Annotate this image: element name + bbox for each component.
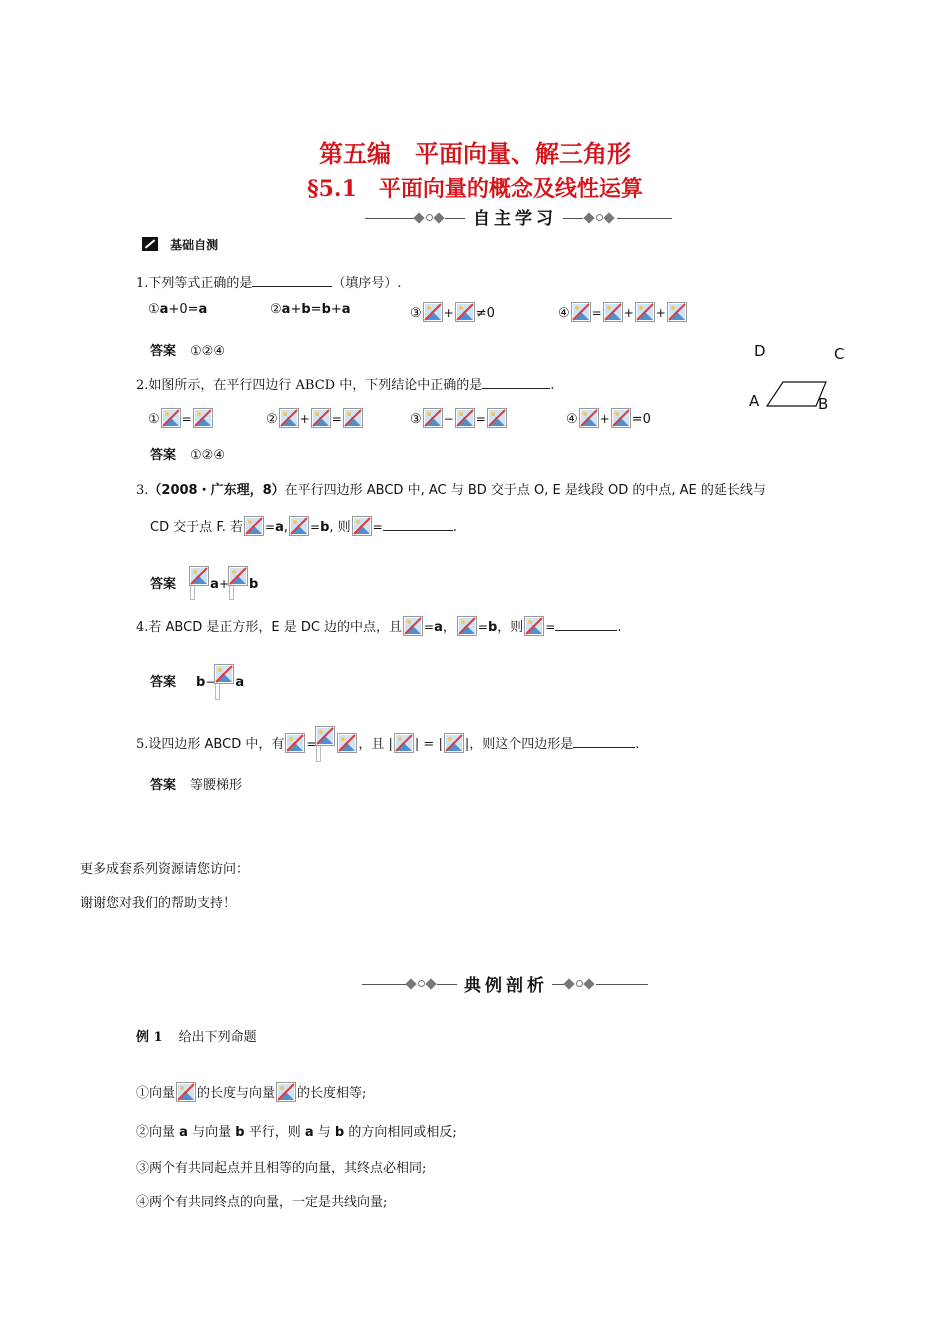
vector-image-icon [214,664,234,684]
q1-option-1: ①a+0=a [148,302,208,317]
answer-1-value: ①②④ [190,344,225,359]
vector-image-icon [285,733,305,753]
chapter-title: 第五编 平面向量、解三角形 [319,139,631,168]
vector-image-icon [352,516,372,536]
vector-image-icon [455,302,475,322]
subsection-label: 基础自测 [170,238,219,252]
example-1-heading: 例 1 给出下列命题 [136,1030,257,1045]
vector-image-icon [403,616,423,636]
vector-image-icon [457,616,477,636]
example-1-proposition-3: ③两个有共同起点并且相等的向量，其终点必相同; [136,1161,427,1176]
answer-1: 答案 ①②④ [150,344,225,359]
answer-5-value: 等腰梯形 [190,778,243,793]
vector-image-icon [315,726,335,746]
vector-image-icon [603,302,623,322]
q2-option-3: ③ − = [410,408,508,428]
vector-image-icon [455,408,475,428]
q2-answer-blank [482,376,550,389]
section-heading-label: 典例剖析 [464,976,548,996]
question-5: 5.设四边形 ABCD 中，有 = ，且 | | = | |，则这个四边形是 . [136,726,639,762]
vector-image-icon [611,408,631,428]
vector-image-icon [189,566,209,586]
q5-answer-blank [573,735,635,748]
fig-label-b: B [818,395,829,413]
q1-option-3: ③ + ≠0 [410,302,495,322]
fig-label-a: A [749,392,760,410]
answer-5: 答案 等腰梯形 [150,778,243,793]
question-3: 3.（2008・广东理，8）在平行四边形 ABCD 中, AC 与 BD 交于点 O, E 是线段 OD 的中点, AE 的延长线与 [136,483,766,498]
section-heading-label: 自主学习 [473,209,557,229]
parallelogram-figure [748,340,858,420]
fig-label-d: D [754,342,766,360]
q1-number: 1. [136,276,149,291]
footer-thanks-note: 谢谢您对我们的帮助支持！ [80,896,237,911]
footer-resource-note: 更多成套系列资源请您访问： [80,862,250,877]
q2-text: 如图所示，在平行四边行 ABCD 中，下列结论中正确的是 [148,378,483,393]
q2-option-1: ① = [148,408,214,428]
vector-image-icon [228,566,248,586]
vector-image-icon [279,408,299,428]
example-1-proposition-4: ④两个有共同终点的向量，一定是共线向量; [136,1195,388,1210]
vector-image-icon [524,616,544,636]
answer-3: 答案 a+ b [150,566,258,600]
answer-4: 答案 b− a [150,664,244,700]
answer-2: 答案 ①②④ [150,448,225,463]
q1-option-2: ②a+b=b+a [270,302,351,317]
vector-image-icon [176,1082,196,1102]
vector-image-icon [337,733,357,753]
q1-option-4: ④ = + + [558,302,688,322]
question-1 [136,272,402,291]
vector-image-icon [276,1082,296,1102]
fig-label-c: C [834,345,845,363]
vector-image-icon [343,408,363,428]
section-title: §5.1 平面向量的概念及线性运算 [307,176,643,202]
vector-image-icon [423,408,443,428]
pencil-icon [142,237,158,251]
vector-image-icon [423,302,443,322]
q1-text: 下列等式正确的是 [148,276,253,291]
vector-image-icon [193,408,213,428]
parallelogram-shape [748,340,858,420]
question-4: 4.若 ABCD 是正方形，E 是 DC 边的中点，且 =a， =b，则 = . [136,616,622,636]
vector-image-icon [444,733,464,753]
vector-image-icon [289,516,309,536]
vector-image-icon [244,516,264,536]
q2-option-4: ④ + =0 [566,408,651,428]
vector-image-icon [667,302,687,322]
q4-answer-blank [555,618,617,631]
vector-image-icon [571,302,591,322]
section-heading-self-study [365,202,675,232]
q1-answer-blank [252,274,332,287]
example-1-proposition-1: ①向量 的长度与向量 的长度相等; [136,1082,366,1102]
q3-source: （2008・广东理，8） [148,483,285,498]
q5-text: 设四边形 ABCD 中，有 [148,737,285,752]
vector-image-icon [311,408,331,428]
q4-text: 若 ABCD 是正方形，E 是 DC 边的中点，且 [148,620,403,635]
section-heading-examples [362,970,652,1000]
q3-text: 在平行四边形 ABCD 中, AC 与 BD 交于点 O, E 是线段 OD 的中点, AE 的延长线与 [284,483,766,498]
vector-image-icon [161,408,181,428]
q2-option-2: ② + = [266,408,364,428]
question-2: 2.如图所示，在平行四边行 ABCD 中，下列结论中正确的是 . [136,378,555,393]
example-1-proposition-2: ②向量 a 与向量 b 平行，则 a 与 b 的方向相同或相反; [136,1125,457,1140]
question-3-line2: CD 交于点 F. 若 =a, =b, 则 = . [150,516,457,536]
answer-2-value: ①②④ [190,448,225,463]
vector-image-icon [579,408,599,428]
q1-tail: （填序号）. [332,276,402,291]
vector-image-icon [394,733,414,753]
subsection-basic-test [142,236,218,253]
vector-image-icon [487,408,507,428]
q3-answer-blank [383,518,453,531]
vector-image-icon [635,302,655,322]
